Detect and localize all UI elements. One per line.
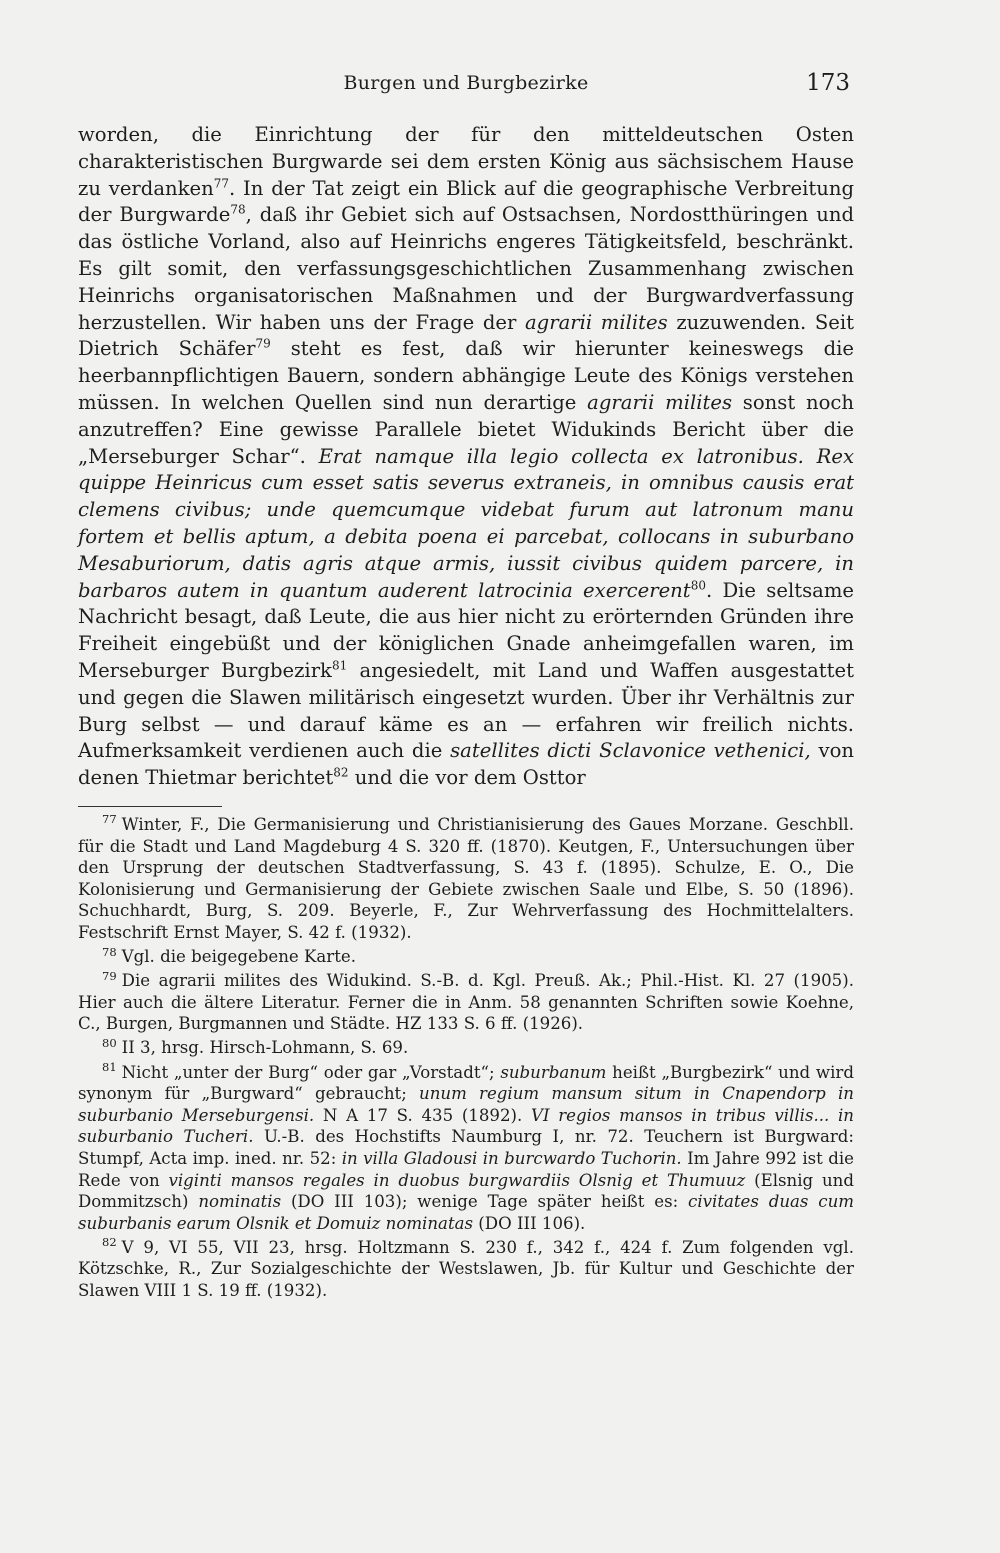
footnote-number: 82	[102, 1235, 117, 1250]
footnote-italic: suburbanum	[500, 1062, 607, 1082]
footnote-ref-81: 81	[331, 658, 348, 673]
footnote-italic: civitates duas cum suburbanis earum Olsnik et Domuiz nominatas	[78, 1192, 855, 1233]
footnote-text: heißt „Burgbezirk“ und wird synonym für „Burgward“ gebraucht;	[78, 1062, 854, 1104]
text-segment: und die vor dem Osttor	[348, 766, 586, 790]
text-segment: , daß ihr Gebiet sich auf Ostsachsen, Nordostthüringen und das östliche Vorland, also auf Heinrichs engeres Tätigkeitsfeld, beschränkt. Es gilt somit, den verfassungsgeschichtlichen Zusammenhang zwischen Heinrichs organisatorischen Maßnahmen und der Burgwardverfassung herzustellen. Wir haben uns der Frage der	[78, 203, 854, 334]
footnote-number: 79	[102, 968, 117, 983]
footnote-82	[78, 1237, 854, 1302]
footnote-number: 77	[102, 812, 117, 827]
footnote-italic: viginti mansos regales in duobus burgwardiis Olsnig et Thumuuz	[168, 1170, 746, 1190]
footnote-number: 80	[102, 1035, 117, 1050]
footnote-79	[78, 970, 854, 1035]
footnote-italic: VI regios mansos in tribus villis... in suburbanio Tucheri.	[78, 1105, 854, 1147]
footnote-italic: in villa Gladousi in burcwardo Tuchorin.	[341, 1148, 682, 1168]
latin-quotation: Erat namque illa legio collecta ex latronibus. Rex quippe Heinricus cum esset satis severus extraneis, in omnibus causis erat clemens civibus; unde quemcumque videbat furum aut latronum manu fortem et bellis aptum, a debita poena ei parcebat, collocans in suburbano Mesaburiorum, datis agris atque armis, iussit civibus quidem parcere, in barbaros autem in quantum auderent latrocinia exercerent	[78, 444, 855, 602]
footnote-text: Vgl. die beigegebene Karte.	[121, 947, 356, 967]
footnote-number: 78	[102, 944, 117, 959]
footnote-text: Die agrarii milites des Widukind. S.-B. d. Kgl. Preuß. Ak.; Phil.-Hist. Kl. 27 (1905). Hier auch die ältere Literatur. Ferner die in Anm. 58 genannten Schriften sowie Koehne, C., Burgen, Burgmannen und Städte. HZ 133 S. 6 ff. (1926).	[78, 971, 854, 1034]
italic-term: agrarii milites	[587, 390, 733, 414]
text-segment: . Die seltsame Nachricht besagt, daß Leute, die aus hier nicht zu erörternden Gründen ihre Freiheit eingebüßt und der königlichen Gnade anheimgefallen waren, im Merseburger Burgbezirk	[78, 578, 854, 682]
footnote-text: Nicht „unter der Burg“ oder gar „Vorstadt“;	[121, 1062, 501, 1082]
page-header	[78, 72, 854, 102]
footnote-text: Im Jahre 992 ist die Rede von	[78, 1148, 855, 1190]
footnote-78	[78, 946, 854, 968]
footnote-ref-79: 79	[255, 336, 271, 351]
footnote-text: II 3, hrsg. Hirsch-Lohmann, S. 69.	[121, 1038, 409, 1058]
footnote-number: 81	[102, 1060, 117, 1074]
text-segment: sonst noch anzutreffen? Eine gewisse Parallele bietet Widukinds Bericht über die „Merseburger Schar“.	[78, 390, 854, 468]
footnote-ref-78: 78	[230, 202, 246, 217]
footnote-ref-80: 80	[690, 578, 706, 593]
italic-term: satellites dicti Sclavonice vethenici,	[450, 739, 811, 763]
text-segment: angesiedelt, mit Land und Waffen ausgestattet und gegen die Slawen militärisch eingesetzt wurden. Über ihr Verhältnis zur Burg selbst — und darauf käme es an — erfahren wir freilich nichts. Aufmerksamkeit verdienen auch die	[78, 658, 854, 763]
footnote-text: (DO III 103); wenige Tage später heißt es:	[281, 1192, 689, 1212]
main-text	[78, 122, 854, 792]
page-number: 173	[806, 70, 850, 96]
italic-term: agrarii milites	[525, 310, 668, 334]
footnote-ref-77: 77	[213, 176, 229, 191]
footnote-text: U.-B. des Hochstifts Naumburg I, nr. 72. Teuchern ist Burgward: Stumpf, Acta imp. ined. nr. 52:	[78, 1127, 854, 1168]
footnote-81	[78, 1062, 854, 1235]
footnote-text: (DO III 106).	[473, 1213, 586, 1233]
footnote-italic: nominatis	[198, 1192, 282, 1212]
footnotes	[78, 814, 854, 1304]
text-segment: steht es fest, daß wir hierunter keineswegs die heerbannpflichtigen Bauern, sondern abhängige Leute des Königs verstehen müssen. In welchen Quellen sind nun derartige	[78, 337, 855, 414]
footnote-text: V 9, VI 55, VII 23, hrsg. Holtzmann S. 230 f., 342 f., 424 f. Zum folgenden vgl. Kötzschke, R., Zur Sozialgeschichte der Westslawen, Jb. für Kultur und Geschichte der Slawen VIII 1 S. 19 ff. (1932).	[78, 1237, 854, 1300]
text-segment: worden, die Einrichtung der für den mitteldeutschen Osten charakteristischen Burgwarde sei dem ersten König aus sächsischem Hause zu verdanken	[78, 123, 854, 200]
footnote-text: N A 17 S. 435 (1892).	[314, 1105, 531, 1125]
footnote-text: (Elsnig und Dommitzsch)	[78, 1170, 854, 1212]
text-segment: . In der Tat zeigt ein Blick auf die geographische Verbreitung der Burgwarde	[78, 176, 854, 227]
footnote-divider	[78, 806, 222, 807]
text-segment: zuzuwenden. Seit Dietrich Schäfer	[78, 310, 854, 361]
main-paragraph	[78, 122, 854, 792]
footnote-ref-82: 82	[333, 765, 349, 780]
running-head: Burgen und Burgbezirke	[343, 72, 589, 94]
footnote-italic: unum regium mansum situm in Cnapendorp in suburbanio Merseburgensi.	[78, 1084, 854, 1125]
footnote-80	[78, 1037, 854, 1059]
footnote-77	[78, 814, 854, 944]
footnote-text: Winter, F., Die Germanisierung und Christianisierung des Gaues Morzane. Geschbll. für die Stadt und Land Magdeburg 4 S. 320 ff. (1870). Keutgen, F., Untersuchungen über den Ursprung der deutschen Stadtverfassung, S. 43 f. (1895). Schulze, E. O., Die Kolonisierung und Germanisierung der Gebiete zwischen Saale und Elbe, S. 50 (1896). Schuchhardt, Burg, S. 209. Beyerle, F., Zur Wehrverfassung des Hochmittelalters. Festschrift Ernst Mayer, S. 42 f. (1932).	[78, 815, 854, 942]
text-segment: von denen Thietmar berichtet	[78, 739, 854, 790]
